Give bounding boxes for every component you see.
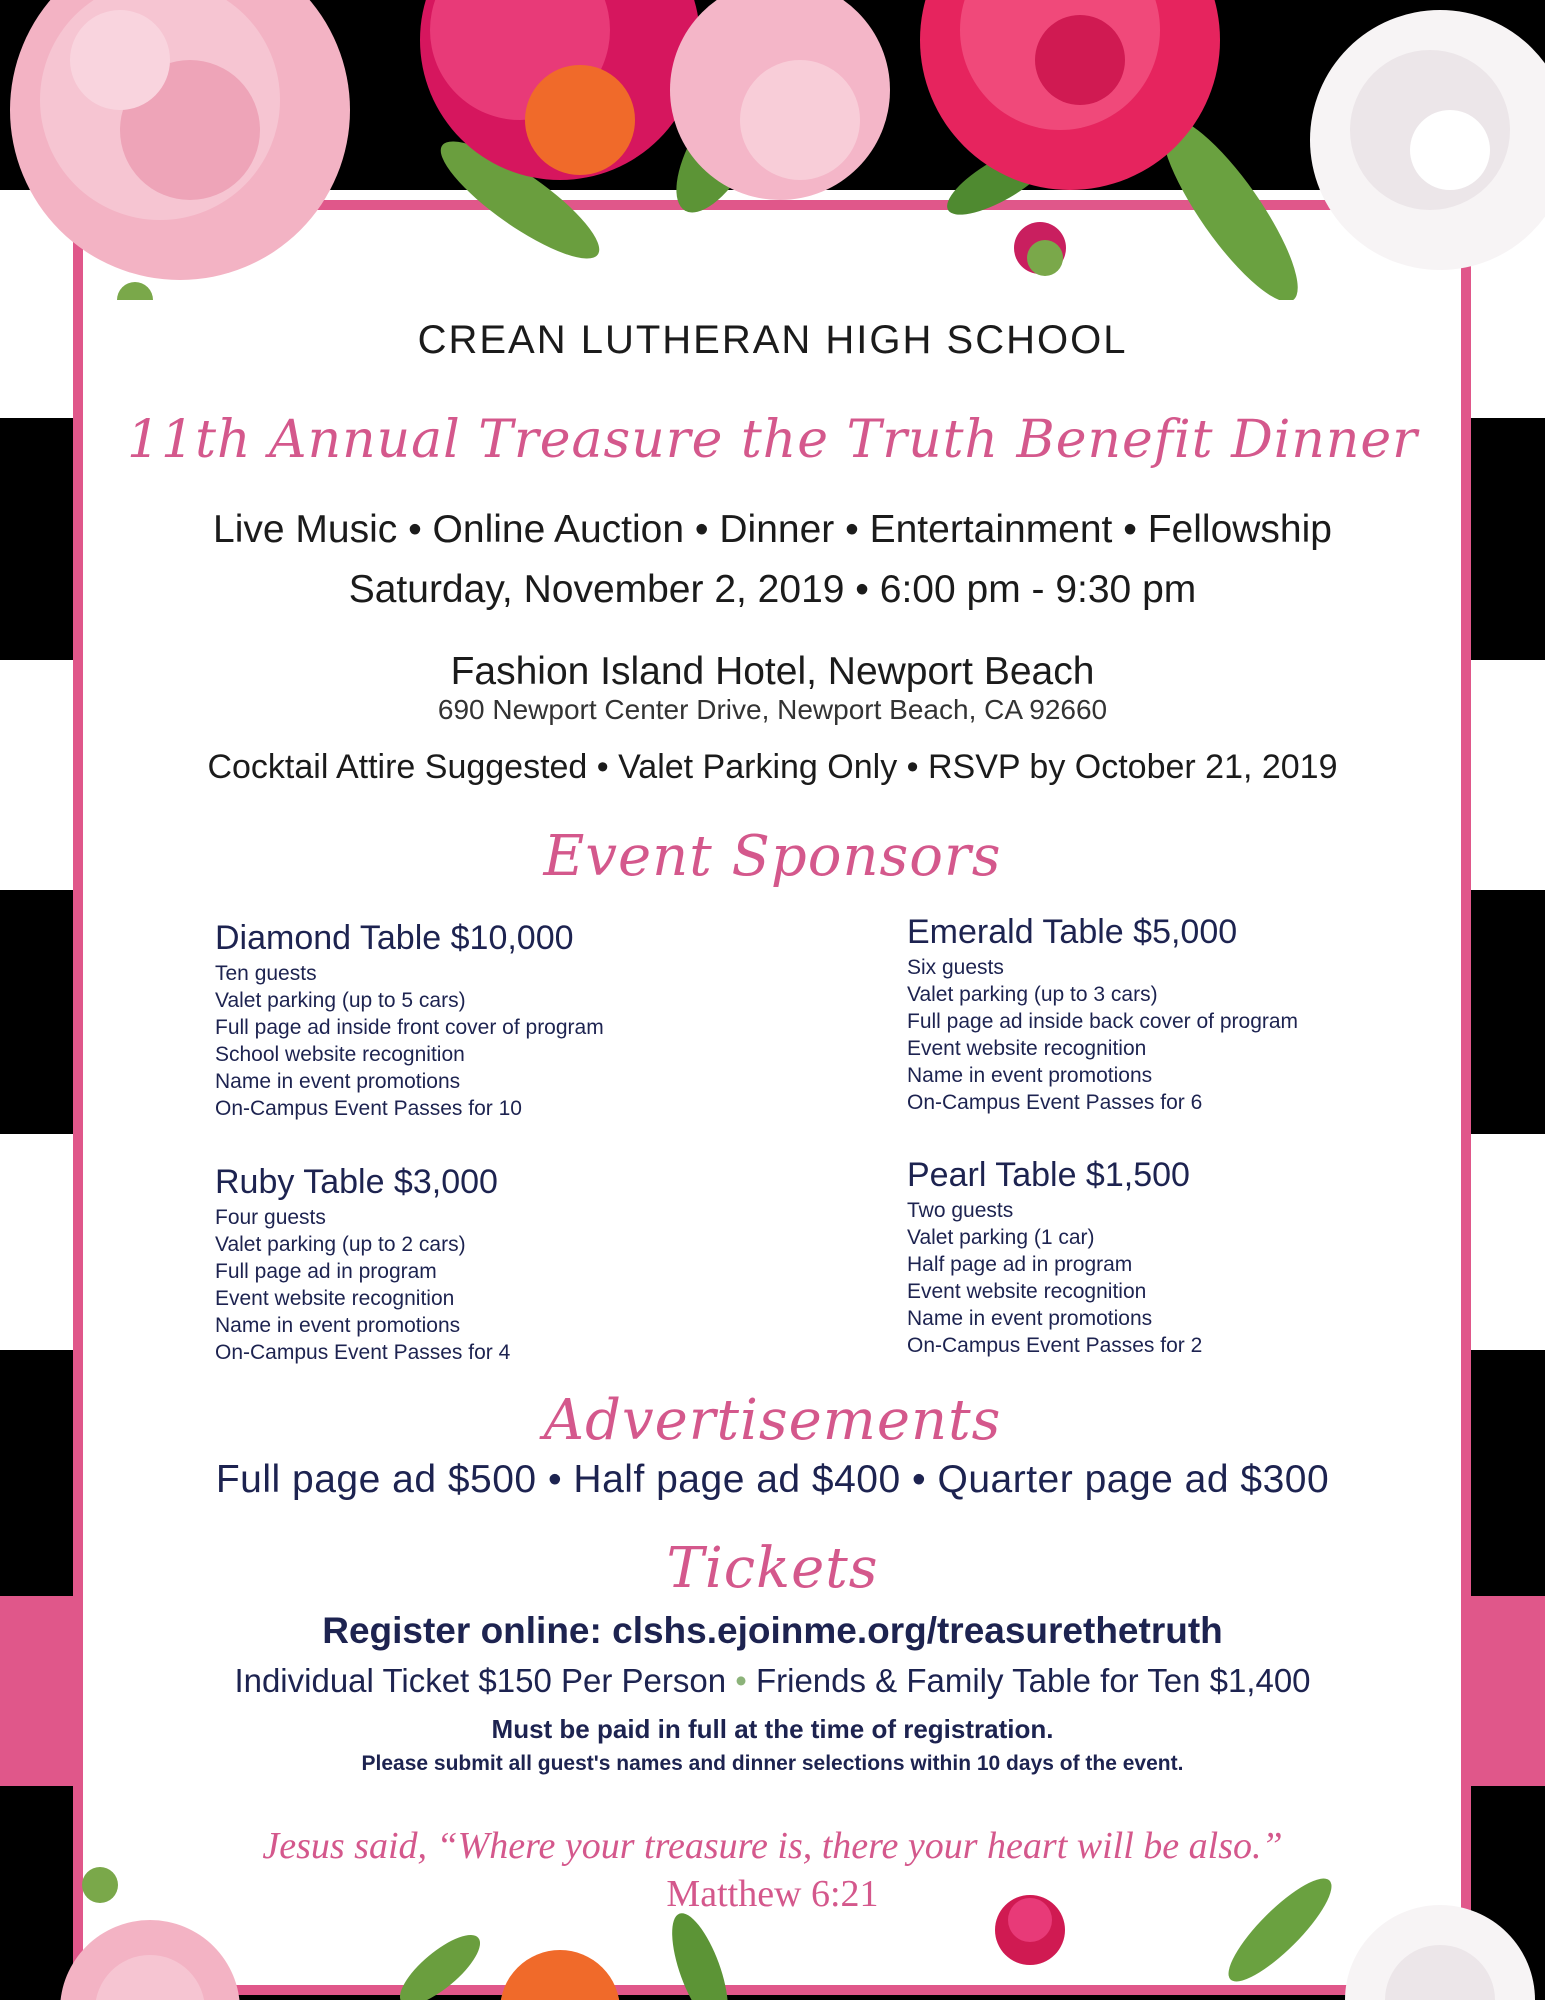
sponsors-heading: Event Sponsors [543, 824, 1002, 889]
pink-peony-icon [60, 1920, 240, 2000]
tier-benefit: On-Campus Event Passes for 10 [215, 1097, 522, 1120]
school-name: CREAN LUTHERAN HIGH SCHOOL [417, 318, 1128, 362]
tier-benefit: Name in event promotions [907, 1307, 1153, 1330]
family-table-price: Friends & Family Table for Ten $1,400 [755, 1662, 1311, 1699]
tier-benefit: Valet parking (1 car) [907, 1226, 1095, 1249]
tier-benefit: Two guests [907, 1199, 1014, 1222]
event-activities: Live Music • Online Auction • Dinner • Entertainment • Fellowship [213, 508, 1332, 551]
tier-benefit: Event website recognition [215, 1287, 455, 1310]
tier-benefit: School website recognition [215, 1043, 465, 1066]
tier-benefit: Valet parking (up to 3 cars) [907, 983, 1158, 1006]
event-title: 11th Annual Treasure the Truth Benefit Dinner [126, 410, 1419, 470]
venue-address: 690 Newport Center Drive, Newport Beach, CA 92660 [437, 694, 1108, 725]
tickets-heading: Tickets [666, 1536, 879, 1601]
tier-benefit: Six guests [907, 956, 1004, 979]
sponsor-tier-pearl [907, 1153, 1202, 1359]
tier-benefit: Full page ad in program [215, 1260, 437, 1283]
advertisement-prices: Full page ad $500 • Half page ad $400 • Quarter page ad $300 [215, 1458, 1330, 1501]
venue-name: Fashion Island Hotel, Newport Beach [450, 650, 1095, 693]
payment-note: Must be paid in full at the time of registration. [491, 1714, 1054, 1744]
tier-benefit: On-Campus Event Passes for 2 [907, 1334, 1203, 1357]
tier-benefit: Event website recognition [907, 1280, 1147, 1303]
bullet-separator: • [735, 1662, 747, 1699]
tier-benefit: Full page ad inside back cover of program [907, 1010, 1299, 1033]
sponsor-tier-ruby [215, 1160, 510, 1366]
register-online-link[interactable]: Register online: clshs.ejoinme.org/treasurethetruth [322, 1610, 1223, 1651]
pink-peony-icon [10, 0, 350, 280]
individual-ticket-price: Individual Ticket $150 Per Person [234, 1662, 727, 1699]
tier-title: Pearl Table $1,500 [907, 1156, 1190, 1194]
white-peony-icon [1310, 10, 1545, 270]
tier-benefit: Valet parking (up to 5 cars) [215, 989, 466, 1012]
orange-flower-icon [500, 1950, 620, 2000]
tier-benefit: Name in event promotions [215, 1314, 461, 1337]
tier-benefit: Ten guests [215, 962, 317, 985]
tier-benefit: Half page ad in program [907, 1253, 1133, 1276]
tier-benefit: Full page ad inside front cover of program [215, 1016, 604, 1039]
bible-verse-quote: Jesus said, “Where your treasure is, there your heart will be also.” [262, 1825, 1283, 1867]
tier-benefit: On-Campus Event Passes for 4 [215, 1341, 511, 1364]
ticket-prices [0, 1662, 1545, 1700]
tier-benefit: Event website recognition [907, 1037, 1147, 1060]
sponsor-tier-diamond [215, 916, 604, 1122]
top-flower-border [0, 0, 1545, 300]
tier-title: Diamond Table $10,000 [215, 919, 574, 957]
tier-benefit: Valet parking (up to 2 cars) [215, 1233, 466, 1256]
advertisements-heading: Advertisements [543, 1388, 1002, 1453]
white-peony-icon [1345, 1905, 1535, 2000]
event-notes: Cocktail Attire Suggested • Valet Parking Only • RSVP by October 21, 2019 [207, 748, 1338, 786]
bible-verse-reference: Matthew 6:21 [666, 1873, 879, 1915]
event-date-time: Saturday, November 2, 2019 • 6:00 pm - 9:30 pm [348, 568, 1197, 611]
tier-title: Ruby Table $3,000 [215, 1163, 498, 1201]
tier-benefit: Name in event promotions [215, 1070, 461, 1093]
submit-note: Please submit all guest's names and dinner selections within 10 days of the event. [361, 1752, 1184, 1775]
tier-benefit: On-Campus Event Passes for 6 [907, 1091, 1203, 1114]
tier-title: Emerald Table $5,000 [907, 913, 1238, 951]
tier-benefit: Four guests [215, 1206, 326, 1229]
tier-benefit: Name in event promotions [907, 1064, 1153, 1087]
sponsor-tier-emerald [907, 910, 1298, 1116]
